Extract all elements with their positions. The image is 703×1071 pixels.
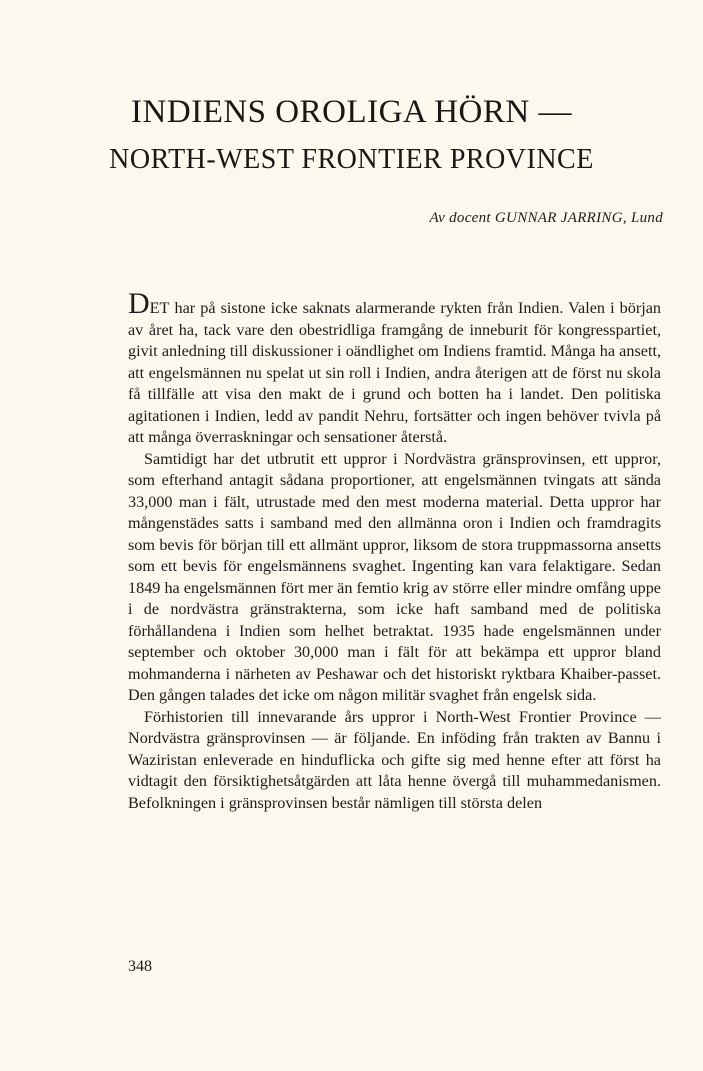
page-number: 348 — [128, 958, 152, 975]
paragraph-2: Samtidigt har det utbrutit ett uppror i Nordvästra gränsprovinsen, ett uppror, som efterhand antagit sådana proportioner, att engelsmännen tvingats att sända 33,000 man i fält, utrustade med den mest moderna material. Detta uppror har mångenstädes satts i samband med den allmänna oron i Indien och framdragits som bevis för början till ett allmänt uppror, liksom de stora truppmassorna ansetts som ett bevis för engelsmännens svaghet. Ingenting kan vara felaktigare. Sedan 1849 ha engelsmännen fört mer än femtio krig av större eller mindre omfång uppe i de nordvästra gränstrakterna, som icke haft samband med de politiska förhållandena i Indien som helhet betraktat. 1935 hade engelsmännen under september och oktober 30,000 man i fält för att bekämpa ett uppror bland mohmanderna i närheten av Peshawar och det historiskt ryktbara Khaiber-passet. Den gången talades det icke om någon militär svaghet från engelsk sida. — [128, 449, 661, 704]
first-word-rest: ET — [149, 299, 170, 317]
paragraph-1 — [128, 287, 661, 449]
byline: Av docent GUNNAR JARRING, Lund — [429, 210, 663, 226]
title-line-2: NORTH-WEST FRONTIER PROVINCE — [109, 144, 594, 175]
title-line-1: INDIENS OROLIGA HÖRN — — [131, 94, 572, 130]
paragraph-1-text: har på sistone icke saknats alarmerande rykten från Indien. Valen i början av året ha, tack vare den obestridliga framgång de inneburit för kongresspartiet, givit anledning till diskussioner i oändlighet om Indiens framtid. Många ha ansett, att engelsmännen nu spelat ut sin roll i Indien, andra återigen att de först nu skola få tillfälle att visa den makt de i grund och botten ha i landet. Den politiska agitationen i Indien, ledd av pandit Nehru, fortsätter och ingen behöver tvivla på att många överraskningar och sensationer återstå. — [128, 299, 661, 446]
article-body — [128, 287, 661, 814]
paragraph-3: Förhistorien till innevarande års uppror i North-West Frontier Province — Nordvästra gränsprovinsen — är följande. En inföding från trakten av Bannu i Waziristan enleverade en hinduflicka och gifte sig med henne efter att först ha vidtagit den försiktighetsåtgärden att låta henne övergå till muhammedanismen. Befolkningen i gränsprovinsen består nämligen till största delen — [128, 707, 661, 812]
drop-cap: D — [128, 287, 150, 320]
